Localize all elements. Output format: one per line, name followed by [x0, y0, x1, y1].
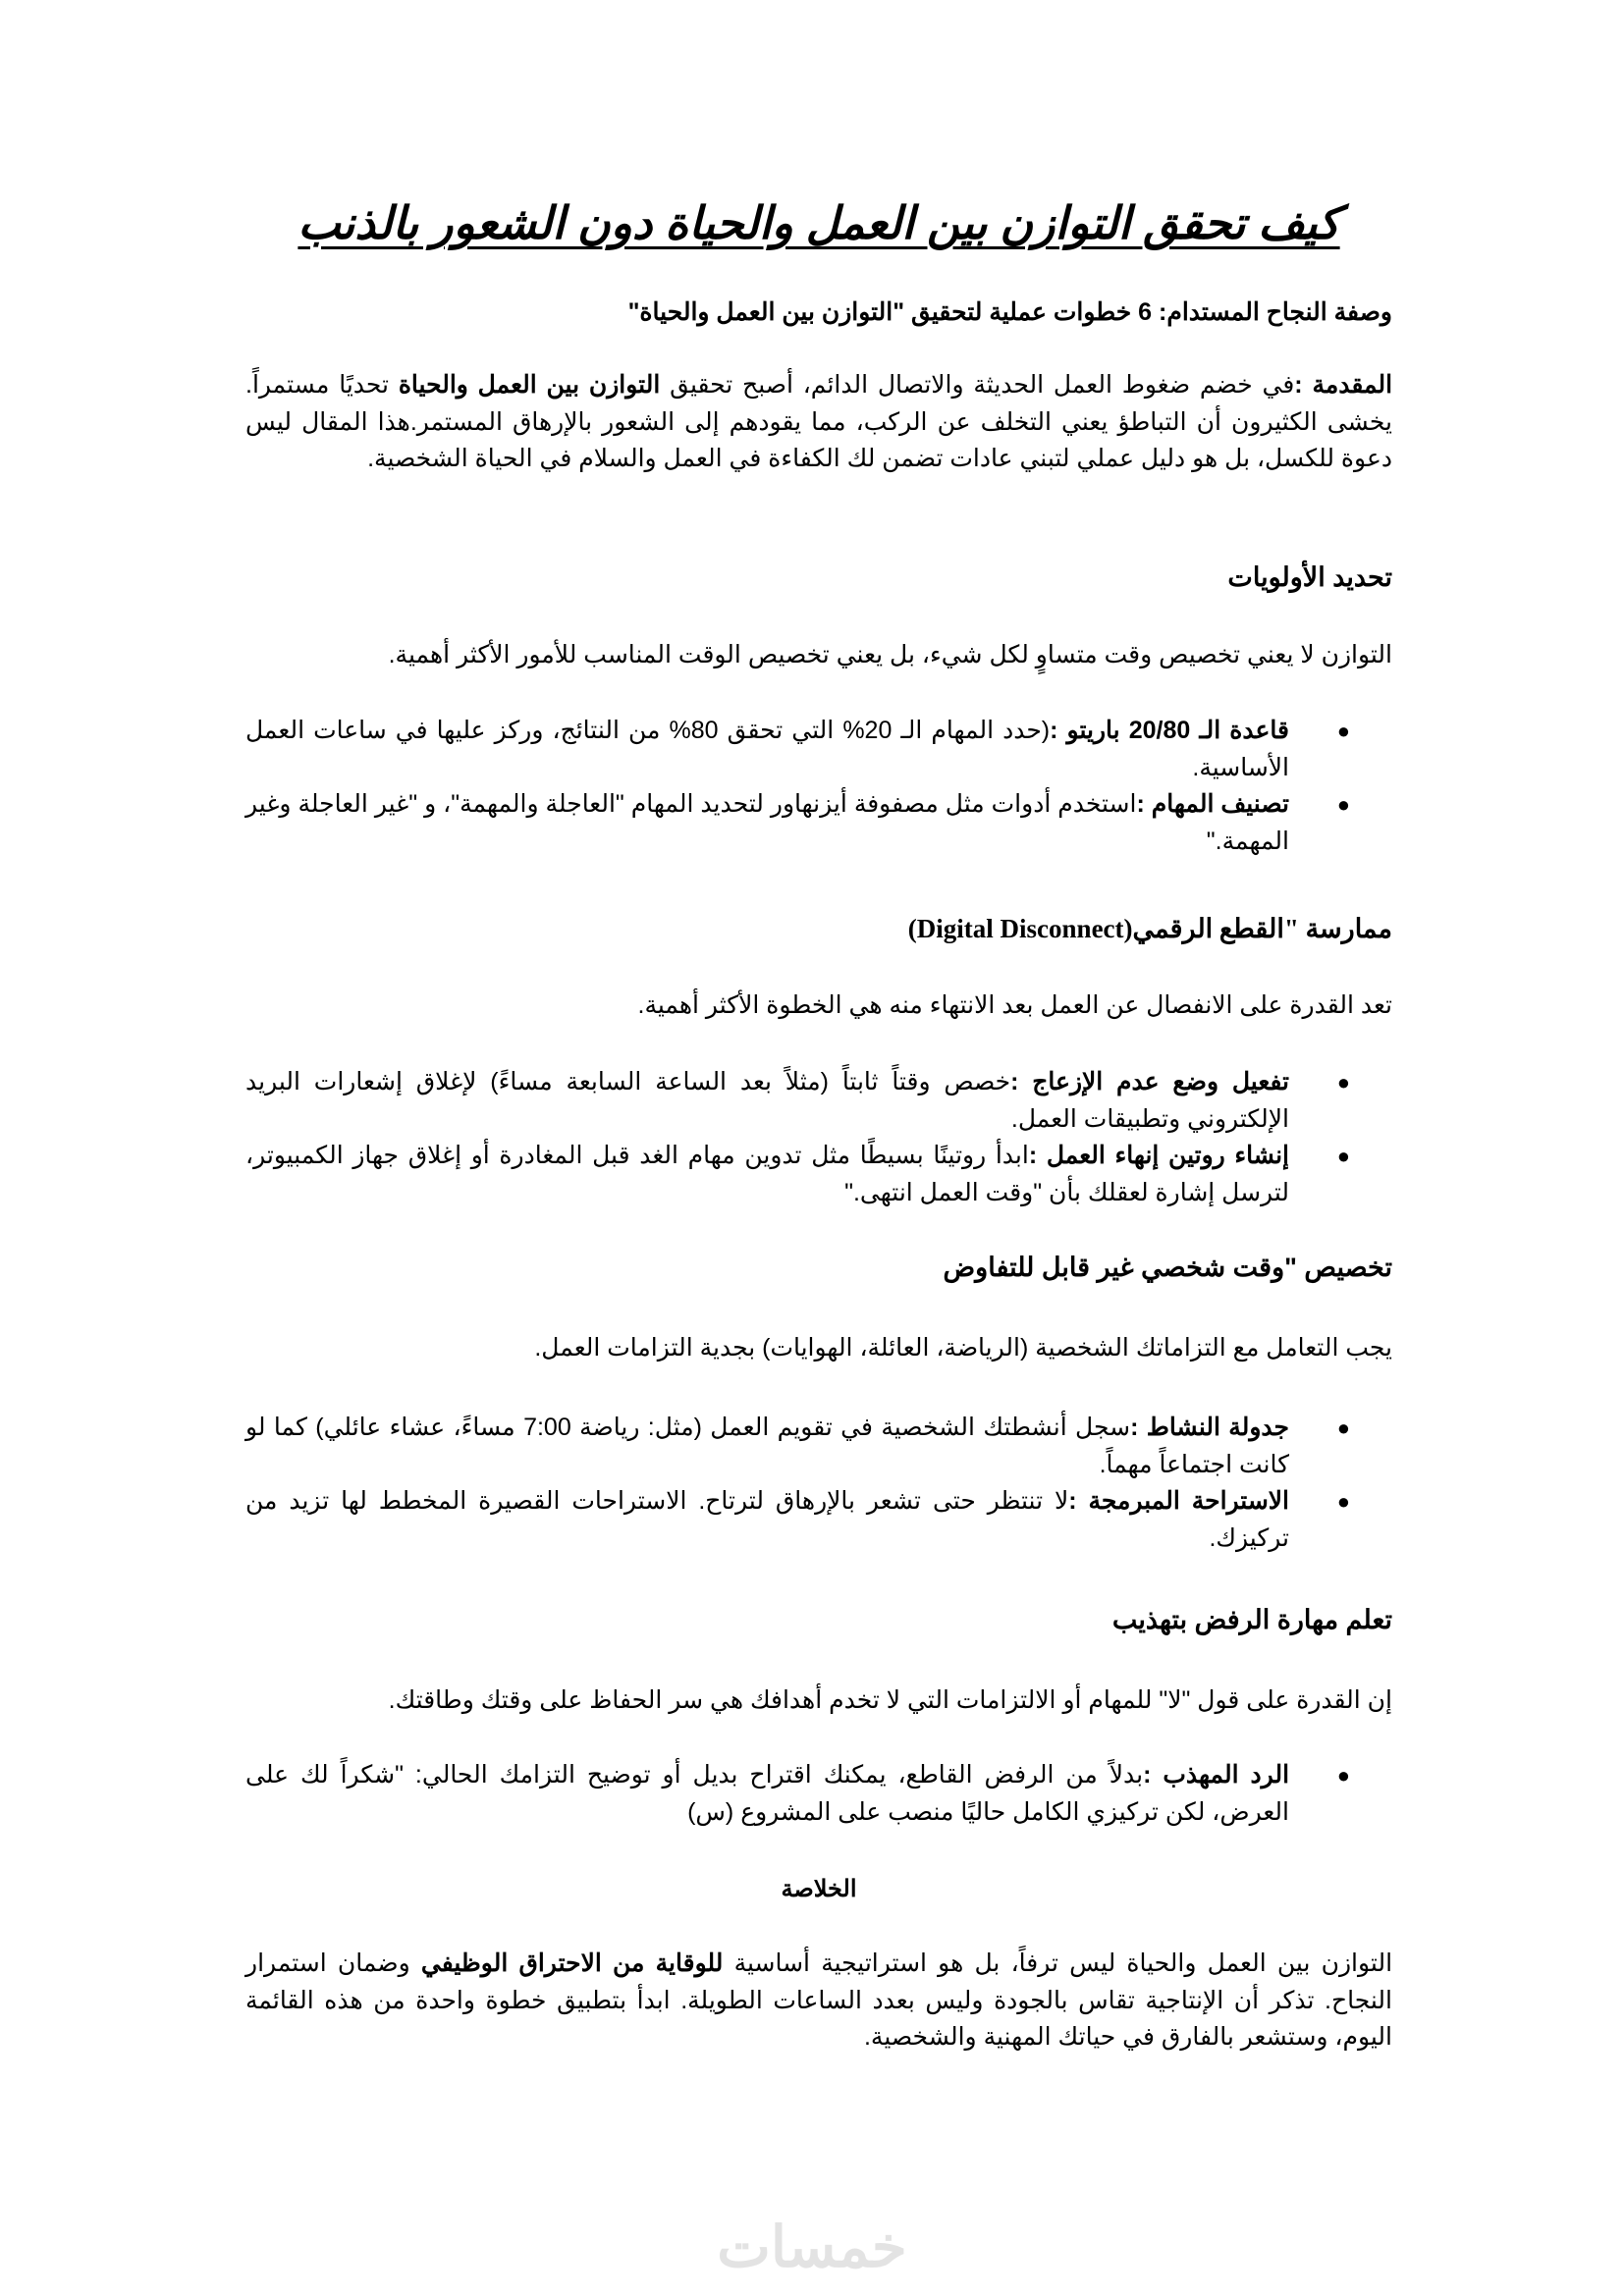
conclusion-text-2: وضمان استمرار النجاح. تذكر أن الإنتاجية تقاس بالجودة وليس بعدد الساعات الطويلة. ابدأ بتطبيق خطوة واحدة من هذه القائمة اليوم، وستشعر بالفارق في حياتك المهنية والشخصية.	[245, 1949, 1392, 2051]
intro-label: المقدمة :	[1294, 371, 1393, 399]
list-item	[245, 713, 1350, 786]
bullet-text: ابدأ روتينًا بسيطًا مثل تدوين مهام الغد قبل المغادرة أو إغلاق جهاز الكمبيوتر، لترسل إشارة لعقلك بأن "وقت العمل انتهى."	[245, 1142, 1289, 1206]
bullet-text: بدلاً من الرفض القاطع، يمكنك اقتراح بديل أو توضيح التزامك الحالي: "شكراً لك على العرض، لكن تركيزي الكامل حاليًا منصب على المشروع (س)	[245, 1761, 1289, 1826]
list-item	[245, 1483, 1350, 1557]
intro-bold: التوازن بين العمل والحياة	[398, 371, 661, 399]
section-paragraph: يجب التعامل مع التزاماتك الشخصية (الرياضة، العائلة، الهوايات) بجدية التزامات العمل.	[534, 1334, 1392, 1362]
bullet-text: لا تنتظر حتى تشعر بالإرهاق لترتاح. الاستراحات القصيرة المخطط لها تزيد من تركيزك.	[245, 1487, 1289, 1552]
bullet-label: قاعدة الـ 20/80 باريتو :	[1050, 717, 1289, 744]
bullet-text: خصص وقتاً ثابتاً (مثلاً بعد الساعة السابعة مساءً) لإغلاق إشعارات البريد الإلكتروني وتطبيقات العمل.	[245, 1068, 1289, 1133]
bullet-label: تفعيل وضع عدم الإزعاج :	[1010, 1068, 1289, 1095]
list-item	[245, 1064, 1350, 1138]
bullet-list	[245, 1757, 1392, 1831]
conclusion-paragraph	[245, 1946, 1392, 2056]
section-paragraph: التوازن لا يعني تخصيص وقت متساوٍ لكل شيء، بل يعني تخصيص الوقت المناسب للأمور الأكثر أهمية.	[388, 641, 1392, 668]
bullet-text: سجل أنشطتك الشخصية في تقويم العمل (مثل: رياضة 7:00 مساءً، عشاء عائلي) كما لو كانت اجتماعاً مهماً.	[245, 1414, 1289, 1478]
bullet-icon: ●	[1336, 719, 1350, 743]
conclusion-bold: للوقاية من الاحتراق الوظيفي	[420, 1949, 724, 1977]
bullet-label: جدولة النشاط :	[1130, 1414, 1289, 1441]
bullet-icon: ●	[1336, 1144, 1350, 1168]
bullet-label: إنشاء روتين إنهاء العمل :	[1028, 1142, 1289, 1169]
bullet-list	[245, 713, 1392, 860]
bullet-icon: ●	[1336, 1763, 1350, 1788]
bullet-text: (حدد المهام الـ 20% التي تحقق 80% من النتائج، وركز عليها في ساعات العمل الأساسية.	[245, 717, 1289, 781]
section-heading: ممارسة "القطع الرقمي(Digital Disconnect)	[907, 914, 1392, 943]
subtitle: وصفة النجاح المستدام: 6 خطوات عملية لتحقيق "التوازن بين العمل والحياة"	[627, 298, 1392, 326]
section-heading: تحديد الأولويات	[1227, 562, 1392, 592]
bullet-icon: ●	[1336, 1415, 1350, 1440]
intro-paragraph	[245, 367, 1392, 478]
section-heading: تخصيص "وقت شخصي غير قابل للتفاوض	[943, 1253, 1392, 1282]
intro-text-2: تحديًا مستمراً. يخشى الكثيرون أن التباطؤ يعني التخلف عن الركب، مما يقودهم إلى الشعور بالإرهاق المستمر.هذا المقال ليس دعوة للكسل، بل هو دليل عملي لتبني عادات تضمن لك الكفاءة في العمل والسلام في الحياة الشخصية.	[245, 371, 1392, 472]
bullet-list	[245, 1064, 1392, 1211]
bullet-text: استخدم أدوات مثل مصفوفة أيزنهاور لتحديد المهام "العاجلة والمهمة"، و "غير العاجلة وغير المهمة."	[245, 790, 1289, 855]
list-item	[245, 1757, 1350, 1831]
section-paragraph: تعد القدرة على الانفصال عن العمل بعد الانتهاء منه هي الخطوة الأكثر أهمية.	[637, 991, 1392, 1019]
bullet-label: تصنيف المهام :	[1136, 790, 1289, 818]
document-title: كيف تحقق التوازن بين العمل والحياة دون الشعور بالذنب	[298, 197, 1340, 248]
list-item	[245, 1138, 1350, 1211]
bullet-label: الرد المهذب :	[1143, 1761, 1290, 1789]
bullet-list	[245, 1410, 1392, 1557]
list-item	[245, 1410, 1350, 1483]
bullet-icon: ●	[1336, 1489, 1350, 1514]
bullet-icon: ●	[1336, 792, 1350, 817]
list-item	[245, 786, 1350, 860]
bullet-label: الاستراحة المبرمجة :	[1068, 1487, 1290, 1515]
bullet-icon: ●	[1336, 1070, 1350, 1095]
intro-text: في خضم ضغوط العمل الحديثة والاتصال الدائم، أصبح تحقيق	[660, 371, 1295, 399]
conclusion-text: التوازن بين العمل والحياة ليس ترفاً، بل هو استراتيجية أساسية	[723, 1949, 1393, 1977]
section-paragraph: إن القدرة على قول "لا" للمهام أو الالتزامات التي لا تخدم أهدافك هي سر الحفاظ على وقتك وطاقتك.	[388, 1686, 1392, 1714]
conclusion-heading: الخلاصة	[781, 1876, 857, 1902]
section-heading: تعلم مهارة الرفض بتهذيب	[1111, 1605, 1392, 1634]
watermark-logo: خمسات	[717, 2216, 907, 2279]
